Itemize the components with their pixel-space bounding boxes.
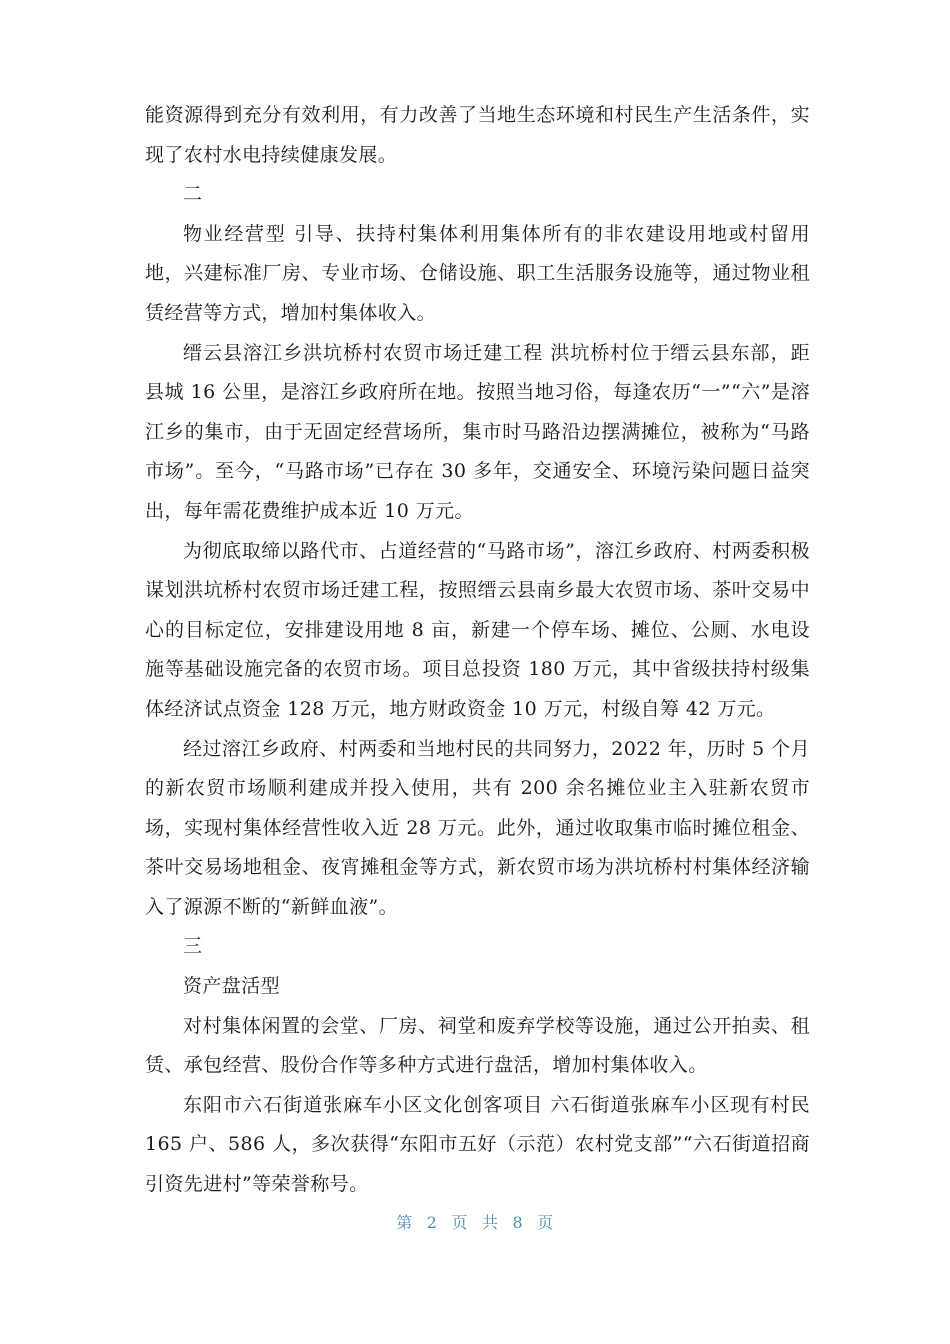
section-heading: 资产盘活型: [183, 975, 281, 998]
paragraph: 能资源得到充分有效利用，有力改善了当地生态环境和村民生产生活条件，实现了农村水电持续健康发展。: [145, 104, 810, 166]
paragraph: 物业经营型 引导、扶持村集体利用集体所有的非农建设用地或村留用地，兴建标准厂房、专业市场、仓储设施、职工生活服务设施等，通过物业租赁经营等方式，增加村集体收入。: [145, 222, 810, 324]
footer-total-pages: 8: [512, 1213, 524, 1232]
footer-page-number: 2: [426, 1213, 438, 1232]
paragraph: 经过溶江乡政府、村两委和当地村民的共同努力，2022 年，历时 5 个月的新农贸市场顺利建成并投入使用，共有 200 余名摊位业主入驻新农贸市场，实现村集体经营性收入近 28 万元。此外，通过收取集市临时摊位租金、茶叶交易场地租金、夜宵摊租金等方式，新农贸市场为洪坑桥村村集体经济输入了源源不断的“新鲜血液”。: [145, 737, 810, 918]
document-body: [145, 96, 810, 1205]
footer-char: 共: [482, 1213, 499, 1232]
section-number: 二: [183, 183, 203, 206]
page-footer: [0, 1210, 950, 1233]
section-number: 三: [183, 935, 203, 958]
paragraph: 对村集体闲置的会堂、厂房、祠堂和废弃学校等设施，通过公开拍卖、租赁、承包经营、股份合作等多种方式进行盘活，增加村集体收入。: [145, 1014, 810, 1077]
footer-ye-gong: [444, 1210, 505, 1233]
footer-char: 页: [451, 1213, 468, 1232]
footer-ye: 页: [537, 1213, 554, 1232]
paragraph: 东阳市六石街道张麻车小区文化创客项目 六石街道张麻车小区现有村民 165 户、586 人，多次获得“东阳市五好（示范）农村党支部”“六石街道招商引资先进村”等荣誉称号。: [145, 1093, 810, 1196]
footer-di: 第: [396, 1213, 413, 1232]
paragraph: 缙云县溶江乡洪坑桥村农贸市场迁建工程 洪坑桥村位于缙云县东部，距县城 16 公里，是溶江乡政府所在地。按照当地习俗，每逢农历“一”“六”是溶江乡的集市，由于无固定经营场所，集市时马路沿边摆满摊位，被称为“马路市场”。至今，“马路市场”已存在 30 多年，交通安全、环境污染问题日益突出，每年需花费维护成本近 10 万元。: [145, 341, 810, 522]
paragraph: 为彻底取缔以路代市、占道经营的“马路市场”，溶江乡政府、村两委积极谋划洪坑桥村农贸市场迁建工程，按照缙云县南乡最大农贸市场、茶叶交易中心的目标定位，安排建设用地 8 亩，新建一个停车场、摊位、公厕、水电设施等基础设施完备的农贸市场。项目总投资 180 万元，其中省级扶持村级集体经济试点资金 128 万元，地方财政资金 10 万元，村级自筹 42 万元。: [145, 539, 810, 720]
